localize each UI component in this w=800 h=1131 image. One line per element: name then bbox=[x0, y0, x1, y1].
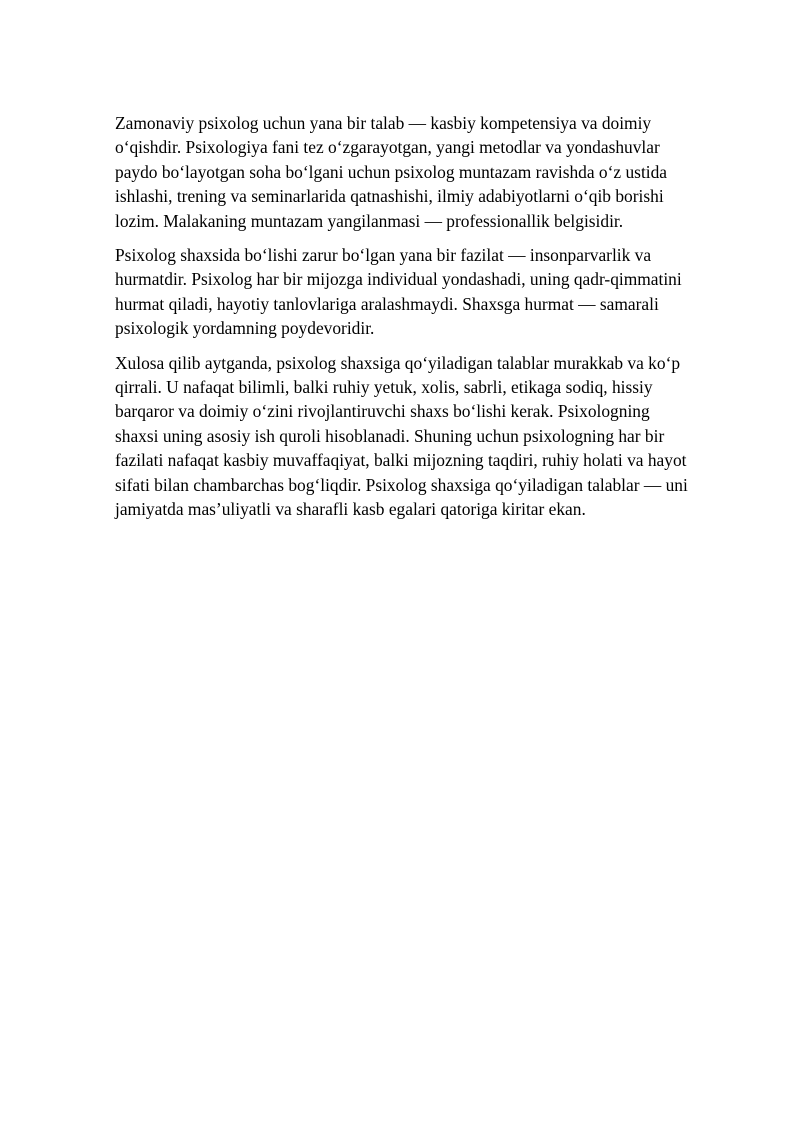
paragraph-conclusion: Xulosa qilib aytganda, psixolog shaxsiga qo‘yiladigan talablar murakkab va ko‘p qirrali. U nafaqat bilimli, balki ruhiy yetuk, xolis, sabrli, etikaga sodiq, hissiy barqaror va doimiy o‘zini rivojlantiruvchi shaxs bo‘lishi kerak. Psixologning shaxsi uning asosiy ish quroli hisoblanadi. Shuning uchun psixologning har bir fazilati nafaqat kasbiy muvaffaqiyat, balki mijozning taqdiri, ruhiy holati va hayot sifati bilan chambarchas bog‘liqdir. Psixolog shaxsiga qo‘yiladigan talablar — uni jamiyatda mas’uliyatli va sharafli kasb egalari qatoriga kiritar ekan. bbox=[115, 352, 688, 520]
document-body bbox=[115, 111, 690, 532]
paragraph-professional-development: Zamonaviy psixolog uchun yana bir talab — kasbiy kompetensiya va doimiy o‘qishdir. Psixologiya fani tez o‘zgarayotgan, yangi metodlar va yondashuvlar paydo bo‘layotgan soha bo‘lgani uchun psixolog muntazam ravishda o‘z ustida ishlashi, trening va seminarlarida qatnashishi, ilmiy adabiyotlarni o‘qib borishi lozim. Malakaning muntazam yangilanmasi — professionallik belgisidir. bbox=[115, 113, 668, 231]
paragraph-humanism-respect: Psixolog shaxsida bo‘lishi zarur bo‘lgan yana bir fazilat — insonparvarlik va hurmatdir. Psixolog har bir mijozga individual yondashadi, uning qadr-qimmatini hurmat qiladi, hayotiy tanlovlariga aralashmaydi. Shaxsga hurmat — samarali psixologik yordamning poydevoridir. bbox=[115, 245, 682, 339]
